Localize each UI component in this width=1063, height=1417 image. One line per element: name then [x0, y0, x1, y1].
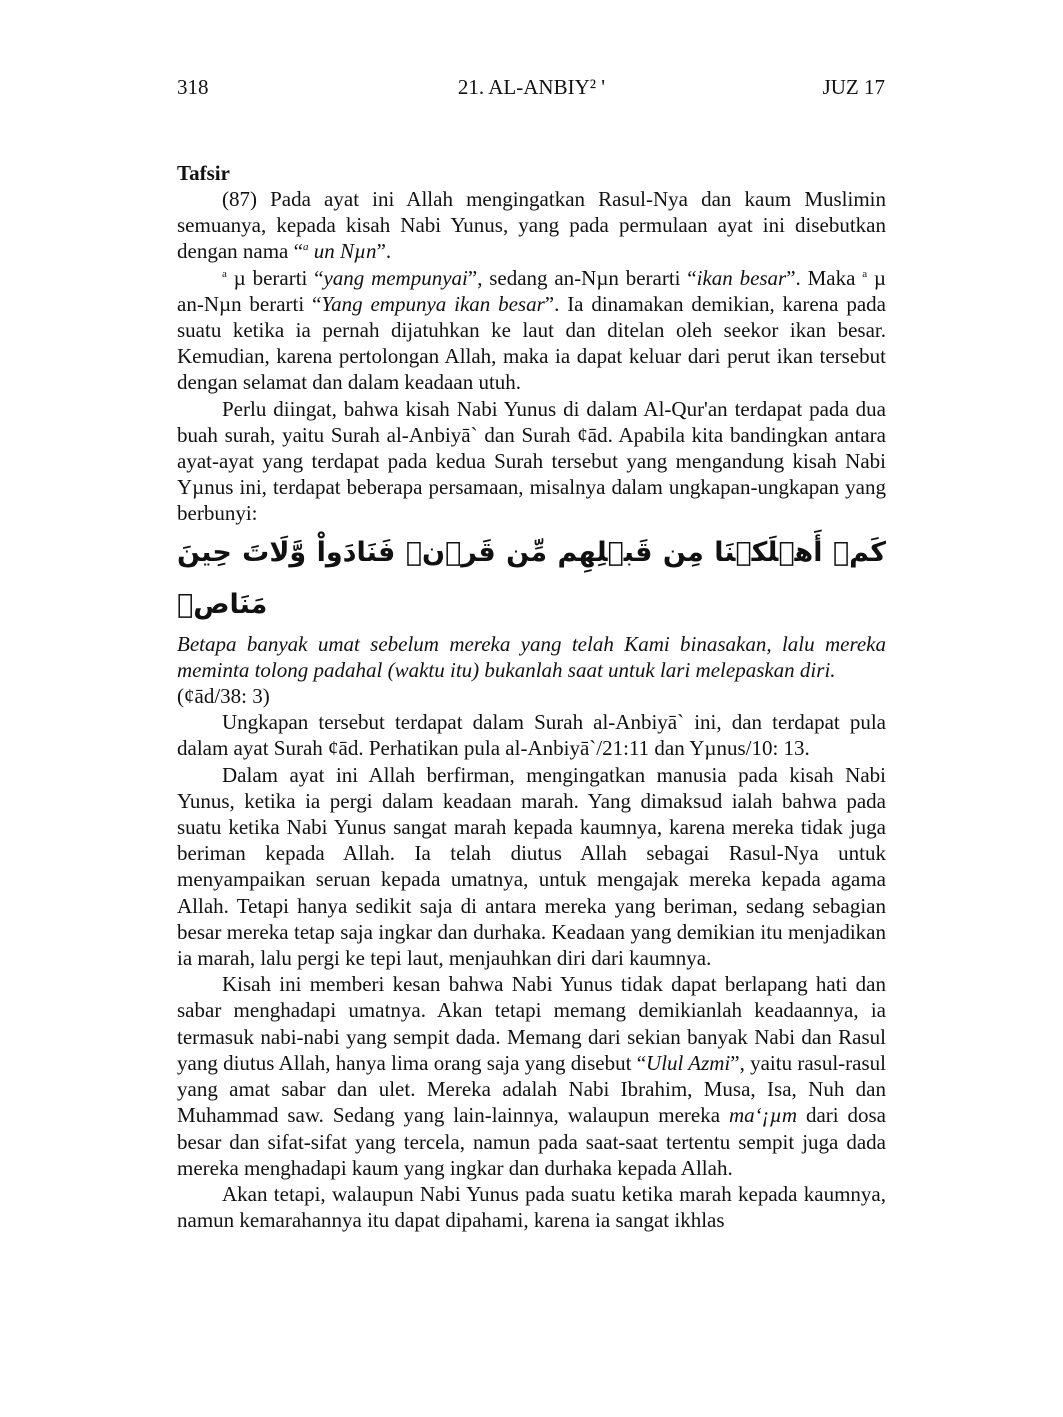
paragraph-5: Dalam ayat ini Allah berfirman, mengingatkan manusia pada kisah Nabi Yunus, ketika ia pergi dalam keadaan marah. Yang dimaksud ialah bahwa pada suatu ketika Nabi Yunus sangat marah kepada kaumnya, karena mereka tidak juga beriman kepada Allah. Ia telah diutus Allah sebagai Rasul-Nya untuk menyampaikan seruan kepada umatnya, untuk mengajak mereka kepada agama Allah. Tetapi hanya sedikit saja di antara mereka yang beriman, sedang sebagian besar mereka tetap saja ingkar dan durhaka. Keadaan yang demikian itu menjadikan ia marah, lalu pergi ke tepi laut, menjauhkan diri dari kaumnya.	[177, 762, 886, 971]
page-body	[177, 160, 886, 1233]
paragraph-7: Akan tetapi, walaupun Nabi Yunus pada suatu ketika marah kepada kaumnya, namun kemarahannya itu dapat dipahami, karena ia sangat ikhlas	[177, 1181, 886, 1233]
juz-label: JUZ 17	[822, 75, 885, 99]
paragraph-2: $^a$ µ berarti “yang mempunyai”, sedang an-Nµn berarti “ikan besar”. Maka $^a$ µ an-Nµn berarti “Yang empunya ikan besar”. Ia dinamakan demikian, karena pada suatu ketika ia pernah dijatuhkan ke laut dan ditelan oleh seekor ikan besar. Kemudian, karena pertolongan Allah, maka ia dapat keluar dari perut ikan tersebut dengan selamat dan dalam keadaan utuh.	[177, 265, 886, 395]
page-number: 318	[177, 75, 209, 99]
section-heading: Tafsir	[177, 161, 230, 185]
paragraph-1: (87) Pada ayat ini Allah mengingatkan Rasul-Nya dan kaum Muslimin semuanya, kepada kisah Nabi Yunus, yang pada permulaan ayat ini disebutkan dengan nama “$^a$ un Nµn”.	[177, 187, 886, 264]
arabic-verse: كَمۡ أَهۡلَكۡنَا مِن قَبۡلِهِم مِّن قَرۡنٖ فَنَادَواْ وَّلَاتَ حِينَ مَنَاصٖ	[177, 536, 886, 620]
paragraph-6: Kisah ini memberi kesan bahwa Nabi Yunus tidak dapat berlapang hati dan sabar menghadapi umatnya. Akan tetapi memang demikianlah keadaannya, ia termasuk nabi-nabi yang sempit dada. Memang dari sekian banyak Nabi dan Rasul yang diutus Allah, hanya lima orang saja yang disebut “Ulul Azmi”, yaitu rasul-rasul yang amat sabar dan ulet. Mereka adalah Nabi Ibrahim, Musa, Isa, Nuh dan Muhammad saw. Sedang yang lain-lainnya, walaupun mereka ma‘¡µm dari dosa besar dan sifat-sifat yang tercela, namun pada saat-saat tertentu sempit juga dada mereka menghadapi kaum yang ingkar dan durhaka kepada Allah.	[177, 972, 886, 1180]
chapter-title: 21. AL-ANBIY² '	[457, 75, 606, 99]
paragraph-4: Ungkapan tersebut terdapat dalam Surah al-Anbiyā` ini, dan terdapat pula dalam ayat Surah ¢ād. Perhatikan pula al-Anbiyā`/21:11 dan Yµnus/10: 13.	[177, 710, 886, 761]
verse-translation: Betapa banyak umat sebelum mereka yang telah Kami binasakan, lalu mereka meminta tolong padahal (waktu itu) bukanlah saat untuk lari melepaskan diri. (¢ād/38: 3)	[177, 631, 886, 709]
paragraph-3: Perlu diingat, bahwa kisah Nabi Yunus di dalam Al-Qur'an terdapat pada dua buah surah, yaitu Surah al-Anbiyā` dan Surah ¢ād. Apabila kita bandingkan antara ayat-ayat yang terdapat pada kedua Surah tersebut yang mengandung kisah Nabi Yµnus ini, terdapat beberapa persamaan, misalnya dalam ungkapan-ungkapan yang berbunyi:	[177, 396, 886, 526]
verse-reference: (¢ād/38: 3)	[177, 684, 270, 709]
